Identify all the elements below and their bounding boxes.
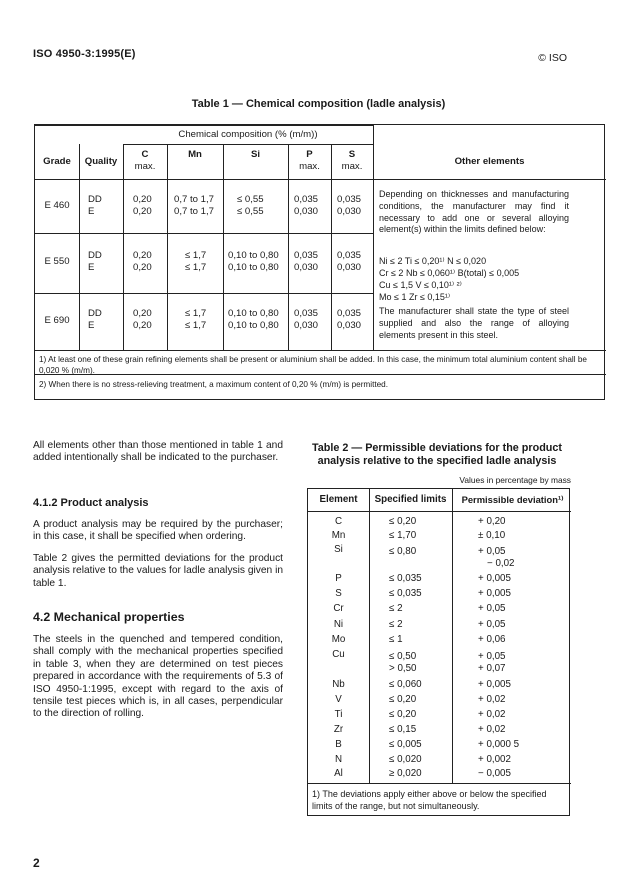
table2-cell-element: Si [334, 544, 343, 555]
alloy-limits-line: Cr ≤ 2 Nb ≤ 0,060¹⁾ B(total) ≤ 0,005 [379, 268, 520, 278]
table1-cell: ≤ 1,7 [185, 250, 207, 261]
table1-footnote-1: 1) At least one of these grain refining elements shall be present or aluminium shall be added. In this case, the minimum total aluminium content shall be 0,020 % (m/m). [39, 355, 587, 375]
table1-cell: 0,035 [337, 194, 362, 205]
table1-cell: 0,035 [294, 308, 319, 319]
table1-col-s: S [348, 149, 356, 160]
table2-cell-element: B [335, 739, 342, 750]
table1-col-mn: Mn [188, 149, 202, 160]
table1-cell: DD [88, 194, 102, 205]
table2-cell-limit: > 0,50 [389, 663, 417, 674]
copyright-mark: © ISO [538, 52, 567, 64]
table1-cell: 0,7 to 1,7 [174, 194, 215, 205]
table2-cell-limit: ≤ 0,020 [389, 754, 422, 765]
table2-cell-element: Cr [333, 603, 344, 614]
table1-cell: 0,20 [133, 308, 152, 319]
other-elements-intro: Depending on thicknesses and manufacturing conditions, the manufacturer may find it necessary to add one or several alloying element(s) within the limits defined below: [379, 189, 569, 235]
table1-cell: 0,10 to 0,80 [228, 262, 279, 273]
table2-cell-deviation: + 0,05 [478, 619, 506, 630]
table2-cell-element: Cu [332, 649, 345, 660]
table1-cell-grade: E 460 [44, 200, 70, 211]
table1-cell: 0,20 [133, 194, 152, 205]
table1-cell: 0,030 [337, 262, 362, 273]
table2-footnote: 1) The deviations apply either above or below the specified limits of the range, but not simultaneously. [312, 789, 547, 811]
table2 [307, 488, 570, 816]
table2-cell-limit: ≤ 1 [389, 634, 403, 645]
table2-cell-limit: ≤ 0,035 [389, 588, 422, 599]
paragraph-elements: All elements other than those mentioned in table 1 and added intentionally shall be indicated to the purchaser. [33, 440, 283, 464]
table2-cell-element: N [334, 754, 343, 765]
table2-title: Table 2 — Permissible deviations for the product analysis relative to the specified ladle analysis [312, 442, 562, 467]
table2-cell-limit: ≤ 0,060 [389, 679, 422, 690]
alloy-limits-line: Mo ≤ 1 Zr ≤ 0,15¹⁾ [379, 292, 451, 302]
table1-cell: 0,10 to 0,80 [228, 308, 279, 319]
table1 [34, 124, 605, 400]
table2-cell-deviation: + 0,005 [478, 679, 511, 690]
table2-cell-element: V [335, 694, 342, 705]
table2-col-deviation: Permissible deviation¹⁾ [461, 494, 564, 505]
table2-cell-deviation: + 0,05 [478, 603, 506, 614]
other-elements-statement: The manufacturer shall state the type of steel supplied and also the range of alloying elements present in this steel. [379, 306, 569, 340]
table1-footnote-2: 2) When there is no stress-relieving treatment, a maximum content of 0,20 % (m/m) is permitted. [39, 380, 389, 389]
table2-units-note: Values in percentage by mass [459, 475, 571, 485]
table1-cell: E [88, 206, 95, 217]
table2-cell-deviation: + 0,02 [478, 709, 506, 720]
table1-cell-grade: E 690 [44, 315, 70, 326]
table1-cell: 0,030 [337, 206, 362, 217]
table1-col-p-sub: max. [299, 161, 320, 172]
table2-cell-deviation: + 0,000 5 [478, 739, 520, 750]
table2-cell-limit: ≤ 0,005 [389, 739, 422, 750]
table2-cell-deviation: + 0,07 [478, 663, 506, 674]
table1-cell: 0,030 [294, 206, 319, 217]
table1-col-other: Other elements [454, 156, 525, 167]
table1-cell: DD [88, 250, 102, 261]
table1-cell: 0,035 [337, 250, 362, 261]
table2-cell-limit: ≤ 0,50 [389, 651, 417, 662]
table2-cell-deviation: + 0,06 [478, 634, 506, 645]
section-heading-4-1-2: 4.1.2 Product analysis [33, 497, 149, 509]
table2-cell-deviation: + 0,002 [478, 754, 511, 765]
table1-cell: DD [88, 308, 102, 319]
table2-cell-limit: ≤ 0,035 [389, 573, 422, 584]
table1-span-header: Chemical composition (% (m/m)) [178, 129, 318, 140]
table1-cell: 0,035 [337, 308, 362, 319]
table1-cell: 0,035 [294, 194, 319, 205]
table2-cell-limit: ≤ 0,20 [389, 694, 417, 705]
table2-cell-element: Mo [331, 634, 346, 645]
table2-col-limits: Specified limits [374, 494, 447, 505]
table2-cell-limit: ≤ 2 [389, 603, 403, 614]
table2-cell-element: Mn [331, 530, 346, 541]
paragraph-table2-ref: Table 2 gives the permitted deviations for the product analysis relative to the values for ladle analysis given in table 1. [33, 553, 283, 589]
table1-cell: ≤ 0,55 [237, 206, 264, 217]
table1-cell: 0,20 [133, 250, 152, 261]
table2-cell-limit: ≤ 0,80 [389, 546, 417, 557]
page-number: 2 [33, 856, 40, 870]
table1-cell: ≤ 1,7 [185, 262, 207, 273]
alloy-limits-line: Cu ≤ 1,5 V ≤ 0,10¹⁾ ²⁾ [379, 280, 462, 290]
table2-cell-deviation: + 0,02 [478, 694, 506, 705]
table2-cell-limit: ≤ 0,20 [389, 709, 417, 720]
table2-cell-deviation: + 0,02 [478, 724, 506, 735]
table1-cell: 0,20 [133, 206, 152, 217]
table2-cell-element: P [335, 573, 342, 584]
table1-cell: ≤ 1,7 [185, 308, 207, 319]
alloy-limits-line: Ni ≤ 2 Ti ≤ 0,20¹⁾ N ≤ 0,020 [379, 256, 487, 266]
table2-cell-deviation: ± 0,10 [478, 530, 506, 541]
table2-cell-limit: ≤ 0,15 [389, 724, 417, 735]
table2-cell-limit: ≤ 0,20 [389, 516, 417, 527]
table1-col-c-sub: max. [134, 161, 156, 172]
paragraph-mechanical: The steels in the quenched and tempered condition, shall comply with the mechanical properties specified in table 3, when they are determined on test pieces prepared in accordance with the requirements of 5.3 of ISO 4950-1:1995, except with regard to the axis of tensile test pieces which is, in all cases, perpendicular to the direction of rolling. [33, 634, 283, 720]
section-heading-4-2: 4.2 Mechanical properties [33, 610, 185, 624]
table2-cell-element: Nb [332, 679, 345, 690]
table1-col-c: C [141, 149, 149, 160]
table2-cell-element: Zr [333, 724, 344, 735]
table2-cell-element: Ti [334, 709, 343, 720]
table1-col-si: Si [250, 149, 261, 160]
table1-cell: E [88, 320, 95, 331]
table2-cell-deviation: + 0,20 [478, 516, 506, 527]
table2-cell-limit: ≥ 0,020 [389, 768, 422, 779]
table1-cell: E [88, 262, 95, 273]
table2-cell-element: Al [334, 768, 343, 779]
table1-col-grade: Grade [43, 156, 71, 167]
table1-cell: 0,10 to 0,80 [228, 250, 279, 261]
table2-cell-deviation: + 0,05 [478, 651, 506, 662]
table1-cell: 0,10 to 0,80 [228, 320, 279, 331]
table1-col-p: P [306, 149, 313, 160]
table1-col-quality: Quality [84, 156, 118, 167]
table1-cell: 0,20 [133, 320, 152, 331]
table1-cell: 0,030 [294, 320, 319, 331]
table1-cell: 0,7 to 1,7 [174, 206, 215, 217]
document-id: ISO 4950-3:1995(E) [33, 48, 136, 60]
table1-cell: 0,20 [133, 262, 152, 273]
table2-cell-deviation: − 0,005 [478, 768, 511, 779]
table1-cell: ≤ 0,55 [237, 194, 264, 205]
table1-cell: 0,030 [337, 320, 362, 331]
table2-cell-element: Ni [333, 619, 344, 630]
table2-cell-element: S [335, 588, 342, 599]
table2-cell-element: C [334, 516, 343, 527]
table1-cell: 0,030 [294, 262, 319, 273]
table2-col-element: Element [319, 494, 358, 505]
table2-cell-deviation: + 0,005 [478, 588, 511, 599]
table2-cell-deviation: + 0,05 [478, 546, 506, 557]
table1-cell: ≤ 1,7 [185, 320, 207, 331]
table2-cell-deviation: + 0,005 [478, 573, 511, 584]
paragraph-product-analysis: A product analysis may be required by the purchaser; in this case, it shall be specified when ordering. [33, 519, 283, 543]
table1-cell: 0,035 [294, 250, 319, 261]
table2-cell-limit: ≤ 2 [389, 619, 403, 630]
table2-cell-limit: ≤ 1,70 [389, 530, 417, 541]
table1-col-s-sub: max. [341, 161, 363, 172]
table1-title: Table 1 — Chemical composition (ladle analysis) [191, 98, 446, 110]
table2-cell-deviation: − 0,02 [487, 558, 515, 569]
table1-cell-grade: E 550 [44, 256, 70, 267]
